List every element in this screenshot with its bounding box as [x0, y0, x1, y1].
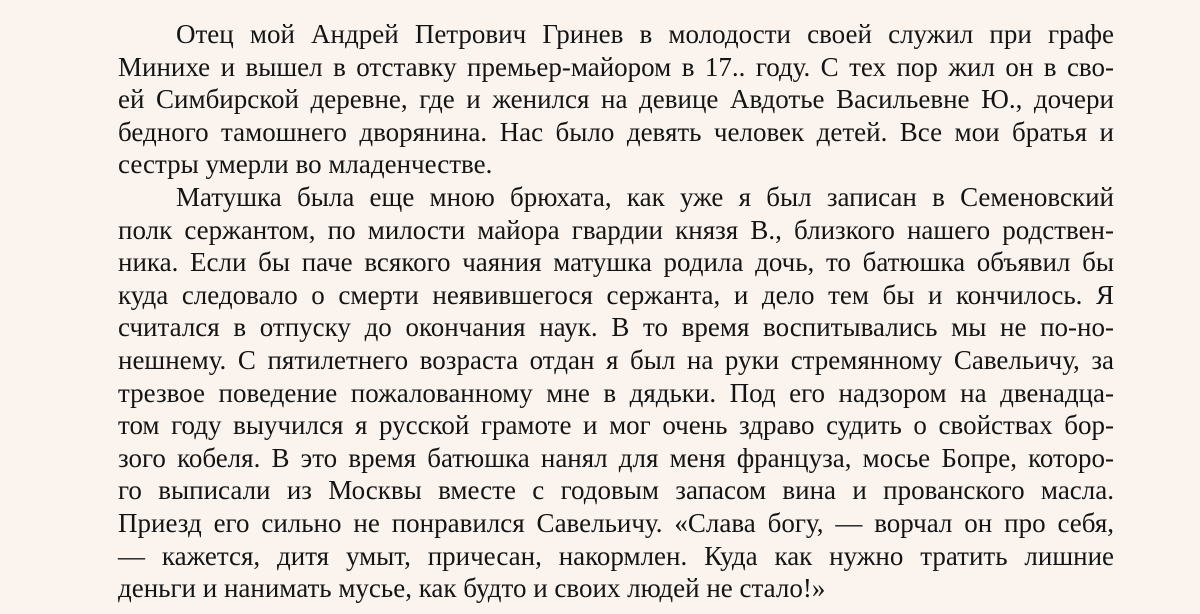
text-line: ника. Если бы паче всякого чаяния матушка родила дочь, то батюшка объявил бы: [118, 247, 1114, 278]
text-line: Отец мой Андрей Петрович Гринев в молодости своей служил при графе: [176, 19, 1114, 49]
text-line: полк сержантом, по милости майора гвардии князя В., близкого нашего родствен-: [118, 214, 1114, 245]
text-line: Минихе и вышел в отставку премьер-майором в 17.. году. С тех пор жил он в сво-: [118, 51, 1114, 82]
text-line: нешнему. С пятилетнего возраста отдан я был на руки стремянному Савельичу, за: [118, 344, 1114, 375]
text-line: куда следовало о смерти неявившегося сержанта, и дело тем бы и кончилось. Я: [118, 279, 1114, 310]
text-line: — кажется, дитя умыт, причесан, накормлен. Куда как нужно тратить лишние: [118, 540, 1114, 571]
book-page-text: [118, 18, 1114, 605]
text-line: ей Симбирской деревне, где и женился на девице Авдотье Васильевне Ю., дочери: [118, 84, 1114, 115]
text-line: сестры умерли во младенчестве.: [118, 149, 493, 180]
text-line: считался в отпуску до окончания наук. В то время воспитывались мы не по-но-: [118, 312, 1114, 343]
text-line: деньги и нанимать мусье, как будто и своих людей не стало!»: [118, 573, 826, 604]
text-line: Приезд его сильно не понравился Савельичу. «Слава богу, — ворчал он про себя,: [118, 507, 1114, 538]
text-line: трезвое поведение пожалованному мне в дядьки. Под его надзором на двенадца-: [118, 377, 1114, 408]
paragraph-2: [118, 181, 1114, 605]
text-line: том году выучился я русской грамоте и мог очень здраво судить о свойствах бор-: [118, 410, 1114, 441]
text-line: го выписали из Москвы вместе с годовым запасом вина и прованского масла.: [118, 475, 1114, 506]
text-line: зого кобеля. В это время батюшка нанял для меня француза, мосье Бопре, которо-: [118, 442, 1114, 473]
text-line: бедного тамошнего дворянина. Нас было девять человек детей. Все мои братья и: [118, 116, 1114, 147]
paragraph-1: [118, 18, 1114, 181]
text-line: Матушка была еще мною брюхата, как уже я был записан в Семеновский: [176, 181, 1114, 212]
